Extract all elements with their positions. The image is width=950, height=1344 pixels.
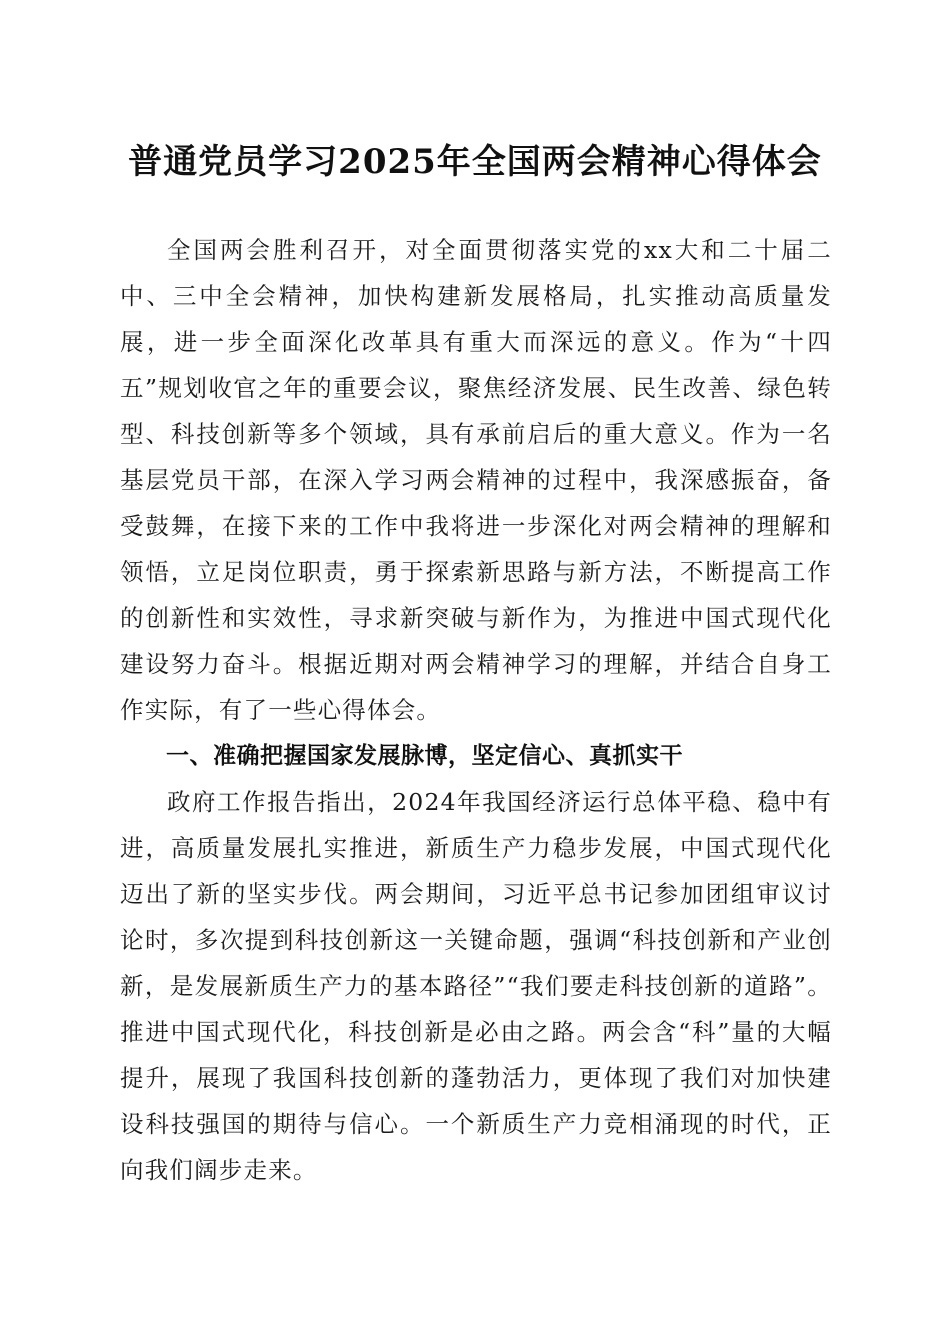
section-1-paragraph: 政府工作报告指出，2024年我国经济运行总体平稳、稳中有进，高质量发展扎实推进，新质生产力稳步发展，中国式现代化迈出了新的坚实步伐。两会期间，习近平总书记参加团组审议讨论时，多次提到科技创新这一关键命题，强调“科技创新和产业创新，是发展新质生产力的基本路径”“我们要走科技创新的道路”。推进中国式现代化，科技创新是必由之路。两会含“科”量的大幅提升，展现了我国科技创新的蓬勃活力，更体现了我们对加快建设科技强国的期待与信心。一个新质生产力竞相涌现的时代，正向我们阔步走来。 bbox=[120, 788, 832, 1184]
intro-paragraph: 全国两会胜利召开，对全面贯彻落实党的xx大和二十届二中、三中全会精神，加快构建新发展格局，扎实推动高质量发展，进一步全面深化改革具有重大而深远的意义。作为“十四五”规划收官之年的重要会议，聚焦经济发展、民生改善、绿色转型、科技创新等多个领域，具有承前启后的重大意义。作为一名基层党员干部，在深入学习两会精神的过程中，我深感振奋，备受鼓舞，在接下来的工作中我将进一步深化对两会精神的理解和领悟，立足岗位职责，勇于探索新思路与新方法，不断提高工作的创新性和实效性，寻求新突破与新作为，为推进中国式现代化建设努力奋斗。根据近期对两会精神学习的理解，并结合自身工作实际，有了一些心得体会。 bbox=[120, 236, 832, 724]
document-body bbox=[120, 227, 832, 1193]
section-1-heading: 一、准确把握国家发展脉博，坚定信心、真抓实干 bbox=[166, 743, 683, 769]
document-title: 普通党员学习2025年全国两会精神心得体会 bbox=[128, 142, 822, 182]
